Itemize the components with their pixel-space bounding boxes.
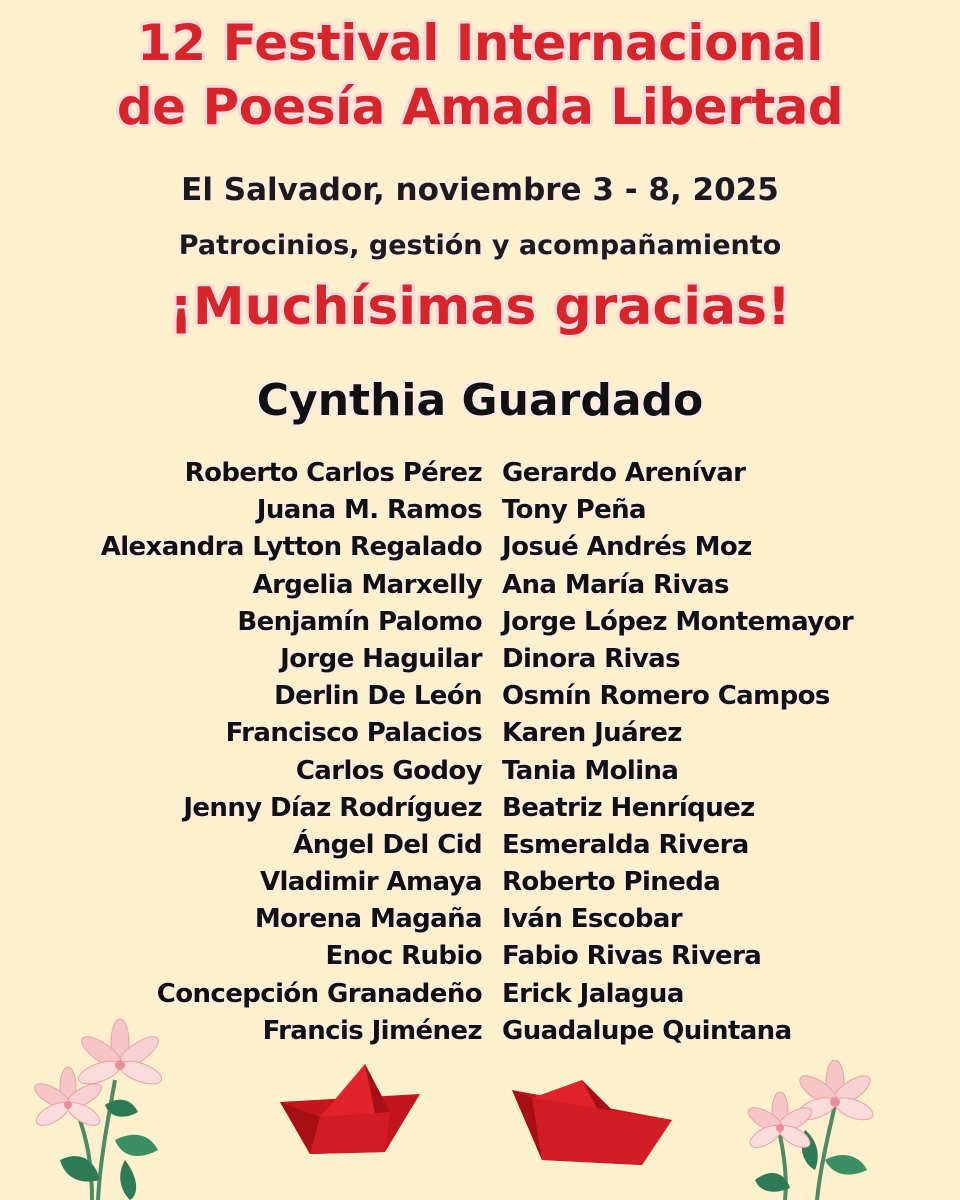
name-item: Alexandra Lytton Regalado: [100, 532, 482, 563]
thanks-heading: ¡Muchísimas gracias!: [169, 277, 791, 337]
names-left-column: [101, 455, 482, 1050]
name-item: Jorge Haguilar: [280, 643, 482, 674]
name-item: Carlos Godoy: [295, 755, 482, 786]
name-item: Guadalupe Quintana: [502, 1015, 792, 1046]
festival-title-line-1: 12 Festival Internacional: [137, 14, 823, 72]
sponsorship-heading: Patrocinios, gestión y acompañamiento: [178, 230, 782, 261]
name-item: Roberto Pineda: [502, 867, 721, 898]
name-item: Concepción Granadeño: [156, 978, 482, 1009]
name-item: Juana M. Ramos: [256, 495, 482, 526]
name-item: Vladimir Amaya: [259, 867, 482, 898]
name-item: Ángel Del Cid: [293, 829, 482, 860]
paper-boat-left-icon: [280, 1062, 420, 1162]
name-item: Esmeralda Rivera: [502, 829, 749, 860]
name-item: Francis Jiménez: [262, 1015, 482, 1046]
name-item: Erick Jalagua: [502, 978, 684, 1009]
name-item: Karen Juárez: [502, 718, 682, 749]
name-item: Enoc Rubio: [325, 941, 482, 972]
name-item: Jorge López Montemayor: [502, 606, 854, 637]
festival-title-line-2: de Poesía Amada Libertad: [116, 78, 844, 136]
flower-right-icon: [735, 1060, 900, 1200]
flower-left-icon: [20, 1010, 190, 1200]
name-item: Francisco Palacios: [225, 718, 482, 749]
name-item: Dinora Rivas: [502, 643, 680, 674]
name-item: Josué Andrés Moz: [502, 532, 752, 563]
name-item: Iván Escobar: [502, 904, 683, 935]
name-item: Osmín Romero Campos: [502, 681, 830, 712]
location-date: El Salvador, noviembre 3 - 8, 2025: [181, 172, 779, 208]
name-item: Beatriz Henríquez: [502, 792, 755, 823]
paper-boat-right-icon: [512, 1080, 672, 1170]
name-item: Roberto Carlos Pérez: [184, 458, 482, 488]
name-item: Gerardo Arenívar: [502, 458, 746, 488]
name-item: Ana María Rivas: [502, 569, 729, 600]
name-item: Jenny Díaz Rodríguez: [183, 792, 482, 823]
name-item: Fabio Rivas Rivera: [502, 941, 762, 972]
name-item: Derlin De León: [274, 681, 482, 712]
featured-name: Cynthia Guardado: [256, 375, 704, 426]
names-right-column: [502, 455, 853, 1050]
name-item: Tony Peña: [502, 495, 646, 526]
name-item: Tania Molina: [502, 755, 679, 786]
name-item: Morena Magaña: [254, 904, 482, 935]
name-item: Benjamín Palomo: [237, 606, 482, 637]
name-item: Argelia Marxelly: [252, 569, 482, 600]
